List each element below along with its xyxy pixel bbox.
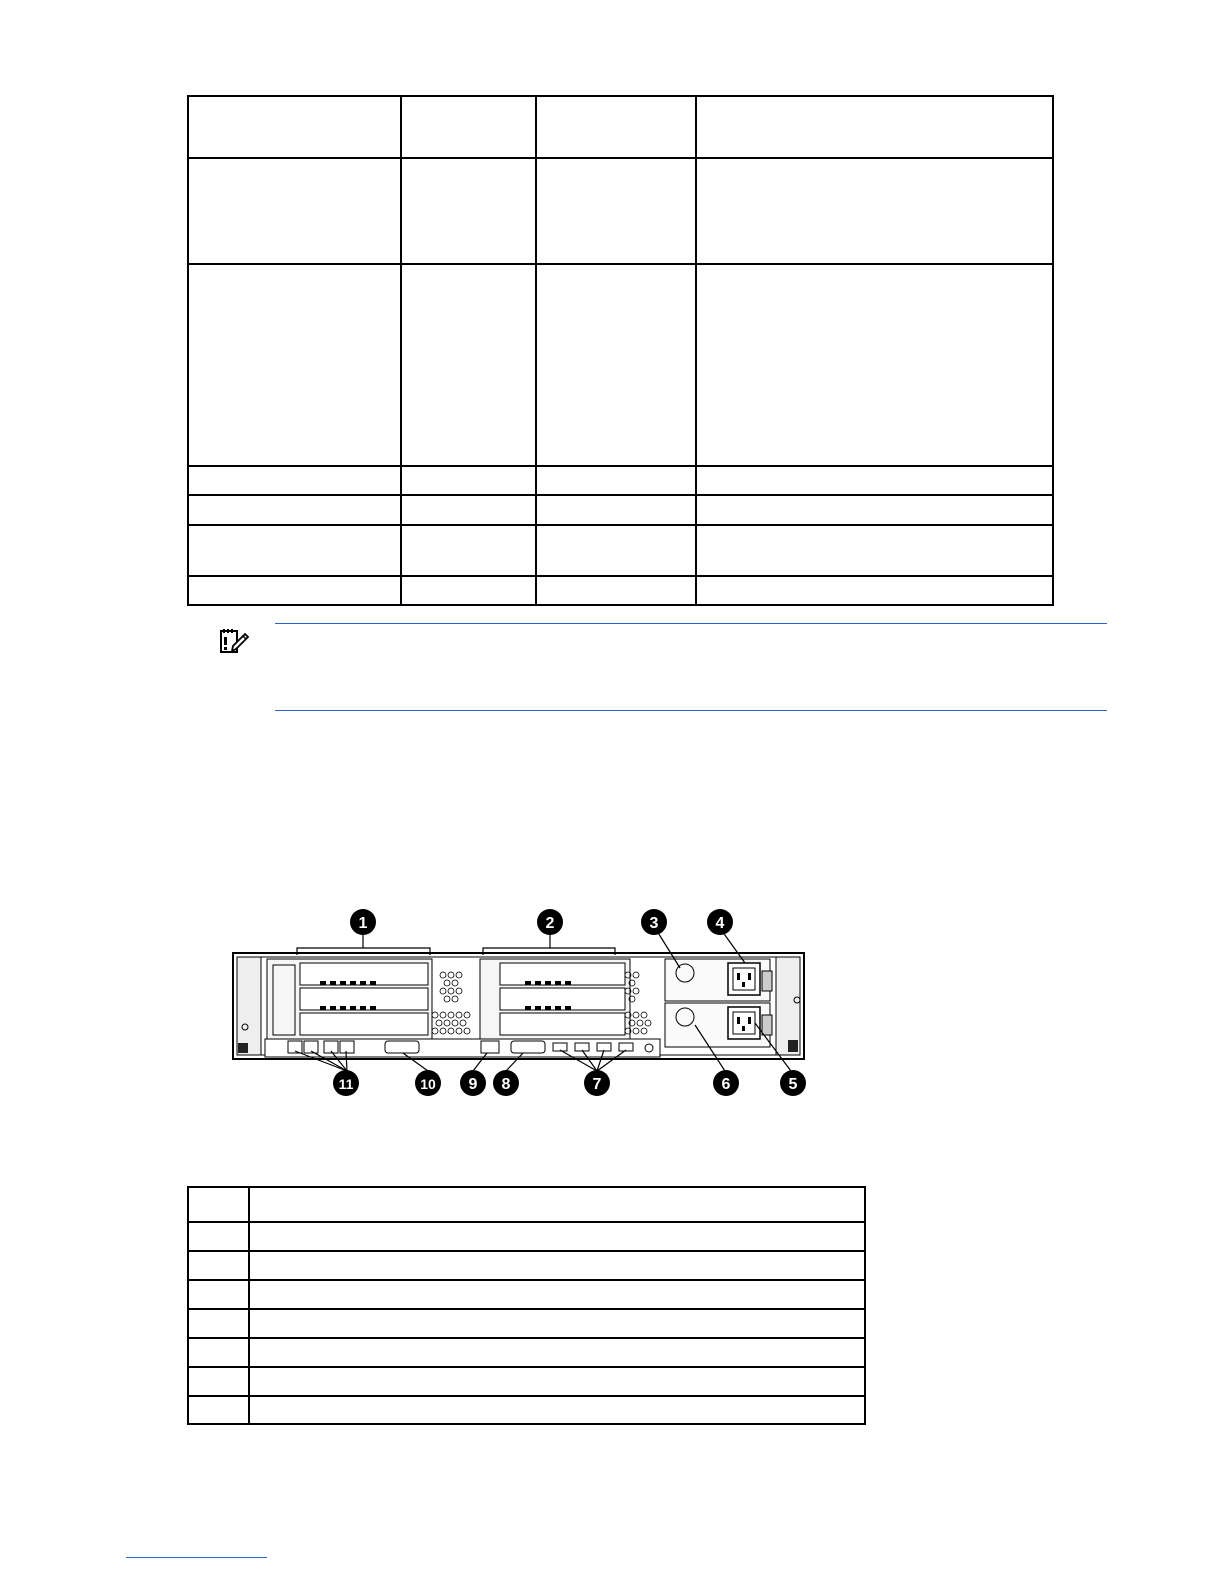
callout-5	[780, 1070, 806, 1096]
note-bottom-rule	[275, 710, 1107, 711]
svg-text:8: 8	[501, 1076, 511, 1093]
svg-text:6: 6	[721, 1076, 731, 1093]
svg-text:9: 9	[468, 1076, 478, 1093]
svg-text:7: 7	[592, 1076, 602, 1093]
footer-link[interactable]	[126, 1557, 267, 1558]
callout-2	[537, 909, 563, 935]
svg-text:2: 2	[545, 915, 555, 932]
notepad-pencil-icon	[218, 627, 250, 657]
callout-9	[460, 1070, 486, 1096]
callout-8	[493, 1070, 519, 1096]
callout-6	[713, 1070, 739, 1096]
left-slots	[300, 963, 428, 1035]
svg-text:3: 3	[649, 915, 659, 932]
svg-text:11: 11	[338, 1076, 354, 1092]
note-top-rule	[275, 623, 1107, 624]
legend-table-grid	[187, 1186, 866, 1425]
svg-text:4: 4	[715, 915, 725, 932]
callout-1	[350, 909, 376, 935]
rear-panel-figure	[225, 905, 815, 1100]
svg-text:10: 10	[420, 1076, 436, 1092]
callout-3	[641, 909, 667, 935]
spec-table	[187, 95, 1054, 606]
legend-table	[187, 1186, 866, 1425]
callout-11	[333, 1070, 359, 1096]
svg-text:5: 5	[788, 1076, 798, 1093]
callout-7	[584, 1070, 610, 1096]
spec-table-grid	[187, 95, 1054, 606]
svg-text:1: 1	[358, 915, 368, 932]
callout-10	[415, 1070, 441, 1096]
callout-4	[707, 909, 733, 935]
